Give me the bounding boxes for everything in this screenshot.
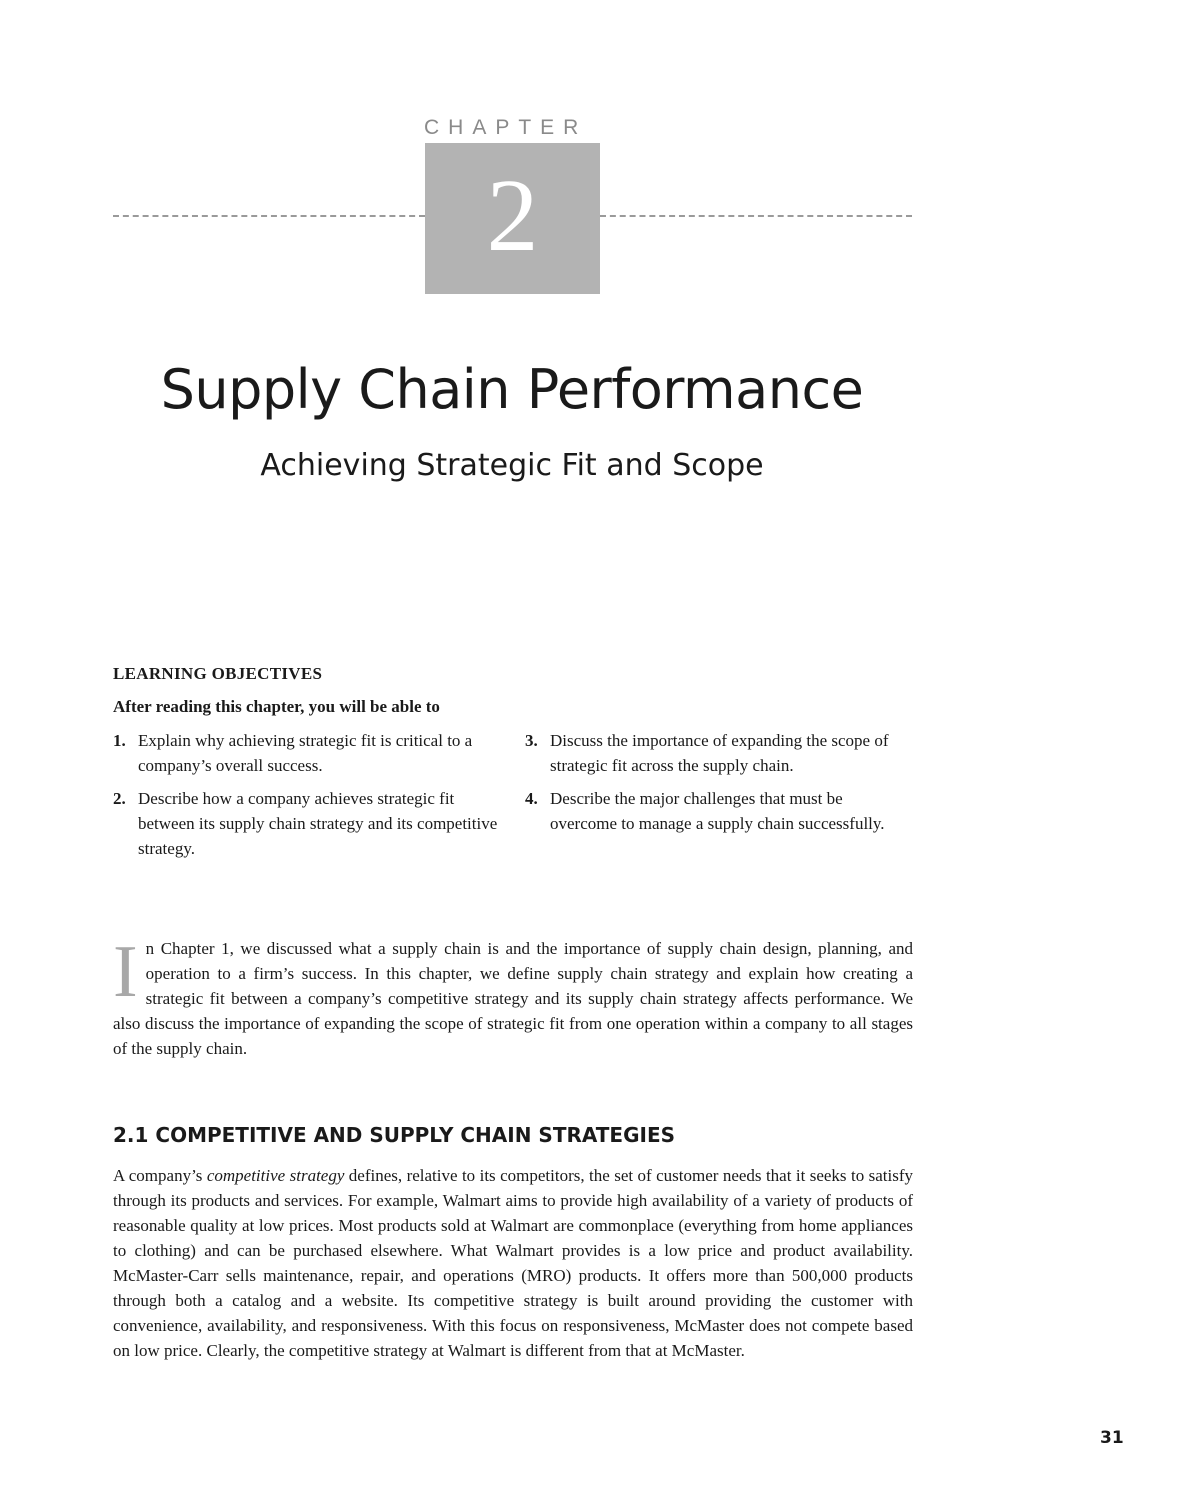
para-lead: A company’s <box>113 1166 207 1185</box>
chapter-label: CHAPTER <box>424 116 588 139</box>
objective-text: Explain why achieving strategic fit is critical to a company’s overall success. <box>138 731 473 775</box>
chapter-title: Supply Chain Performance <box>160 358 864 421</box>
drop-cap: I <box>113 931 138 1013</box>
objective-number: 1. <box>113 731 126 750</box>
objective-text: Discuss the importance of expanding the scope of strategic fit across the supply chain. <box>550 731 889 775</box>
objective-text: Describe how a company achieves strategic fit between its supply chain strategy and its competitive strategy. <box>138 789 498 858</box>
learning-objectives-heading: LEARNING OBJECTIVES <box>113 664 323 683</box>
objective-number: 2. <box>113 789 126 808</box>
section-paragraph <box>113 1163 913 1363</box>
intro-text: n Chapter 1, we discussed what a supply chain is and the importance of supply chain design, planning, and operation to a firm’s success. In this chapter, we define supply chain strategy and explain how creating a strategic fit between a company’s competitive strategy and its supply chain strategy affects performance. We also discuss the importance of expanding the scope of strategic fit from one operation within a company to all stages of the supply chain. <box>113 939 913 1058</box>
objective-number: 4. <box>525 789 538 808</box>
dashed-rule-left <box>113 215 425 217</box>
para-emphasis: competitive strategy <box>206 1166 345 1185</box>
chapter-subtitle: Achieving Strategic Fit and Scope <box>260 448 764 483</box>
objective-number: 3. <box>525 731 538 750</box>
dashed-rule-right <box>600 215 912 217</box>
objective-text: Describe the major challenges that must be overcome to manage a supply chain successfully. <box>550 789 885 833</box>
learning-objectives-intro: After reading this chapter, you will be able to <box>113 697 440 716</box>
intro-paragraph <box>113 931 913 1061</box>
chapter-number-box <box>425 143 600 294</box>
section-heading: 2.1 COMPETITIVE AND SUPPLY CHAIN STRATEGIES <box>113 1123 676 1147</box>
page-number: 31 <box>1100 1428 1124 1448</box>
chapter-number: 2 <box>486 157 539 273</box>
para-rest: defines, relative to its competitors, the set of customer needs that it seeks to satisfy through its products and services. For example, Walmart aims to provide high availability of a variety of products of reasonable quality at low prices. Most products sold at Walmart are commonplace (everything from home appliances to clothing) and can be purchased elsewhere. What Walmart provides is a low price and product availability. McMaster-Carr sells maintenance, repair, and operations (MRO) products. It offers more than 500,000 products through both a catalog and a website. Its competitive strategy is built around providing the customer with convenience, availability, and responsiveness. With this focus on responsiveness, McMaster does not compete based on low price. Clearly, the competitive strategy at Walmart is different from that at McMaster. <box>113 1166 913 1360</box>
